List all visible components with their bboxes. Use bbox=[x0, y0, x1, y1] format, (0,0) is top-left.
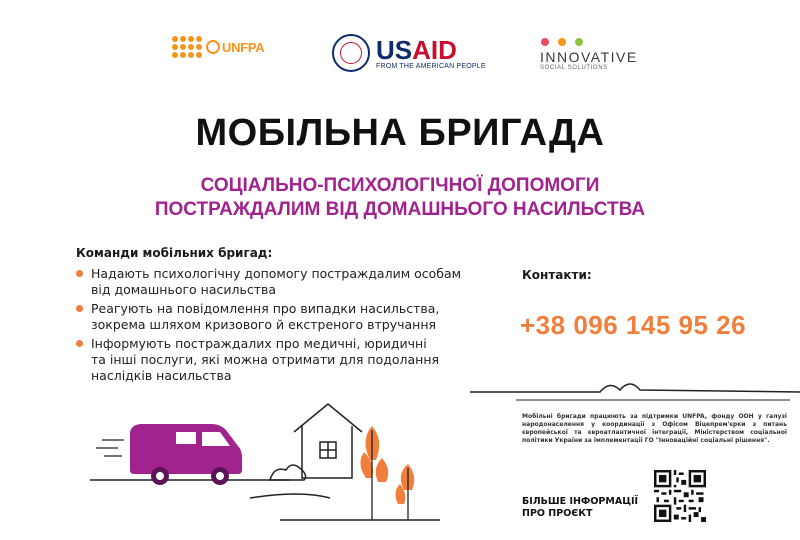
unfpa-logo bbox=[172, 36, 264, 58]
bullet-icon bbox=[76, 305, 83, 312]
footnote-text: Мобільні бригади працюють за підтримки UNFPA, фонду ООН у галузі народонаселення у координації з Офісом Віцепрем'єрки з питань європейської та євроатлантичної інтеграції, Міністерством соціальної політики України за імплементації ГО "Інноваційні соціальні рішення". bbox=[522, 413, 787, 444]
teams-heading: Команди мобільних бригад: bbox=[76, 246, 273, 260]
bullet-icon bbox=[76, 340, 83, 347]
innovative-logo-subtext: SOCIAL SOLUTIONS bbox=[540, 65, 608, 71]
contacts-label: Контакти: bbox=[522, 268, 592, 282]
list-item-line: Інформують постраждалих про медичні, юридичні bbox=[91, 336, 427, 351]
usaid-seal-icon bbox=[332, 34, 370, 72]
services-list bbox=[76, 266, 476, 387]
tree-icon bbox=[360, 426, 388, 520]
usaid-tagline: FROM THE AMERICAN PEOPLE bbox=[376, 62, 486, 70]
van-icon bbox=[96, 424, 242, 485]
house-icon bbox=[294, 404, 362, 478]
more-info-link[interactable] bbox=[522, 496, 638, 520]
bullet-icon bbox=[76, 270, 83, 277]
list-item-line: наслідків насильства bbox=[91, 368, 232, 383]
more-info-line: БІЛЬШЕ ІНФОРМАЦІЇ bbox=[522, 496, 639, 507]
subtitle-line-2: ПОСТРАЖДАЛИМ ВІД ДОМАШНЬОГО НАСИЛЬСТВА bbox=[154, 199, 646, 220]
list-item-line: від домашнього насильства bbox=[91, 282, 277, 297]
usaid-logo bbox=[332, 34, 486, 72]
list-item bbox=[76, 301, 476, 333]
unfpa-logo-text: UNFPA bbox=[222, 39, 265, 55]
phone-number[interactable]: +38 096 145 95 26 bbox=[520, 310, 747, 340]
qr-code-icon[interactable] bbox=[654, 470, 706, 522]
more-info-line: ПРО ПРОЄКТ bbox=[522, 508, 593, 519]
list-item-line: Надають психологічну допомогу постраждалим особам bbox=[91, 266, 462, 281]
innovative-dots-icon bbox=[541, 38, 583, 46]
unfpa-dots-icon bbox=[172, 36, 202, 58]
list-item-line: Реагують на повідомлення про випадки насильства, bbox=[91, 301, 440, 316]
tree-icon bbox=[395, 464, 414, 520]
list-item bbox=[76, 266, 476, 298]
list-item-line: зокрема шляхом кризового й екстреного втручання bbox=[91, 317, 437, 332]
usaid-aid-text: AID bbox=[412, 34, 457, 65]
subtitle-line-1: СОЦІАЛЬНО-ПСИХОЛОГІЧНОЇ ДОПОМОГИ bbox=[200, 175, 600, 196]
page-title: МОБІЛЬНА БРИГАДА bbox=[195, 112, 605, 154]
list-item-line: та інші послуги, які можна отримати для подолання bbox=[91, 352, 440, 367]
innovative-logo-text: INNOVATIVE bbox=[540, 49, 638, 65]
bush-icon bbox=[270, 465, 306, 480]
innovative-logo bbox=[540, 38, 638, 71]
usaid-us-text: US bbox=[376, 34, 413, 65]
horizon-line bbox=[470, 384, 800, 392]
un-globe-icon bbox=[206, 40, 220, 54]
